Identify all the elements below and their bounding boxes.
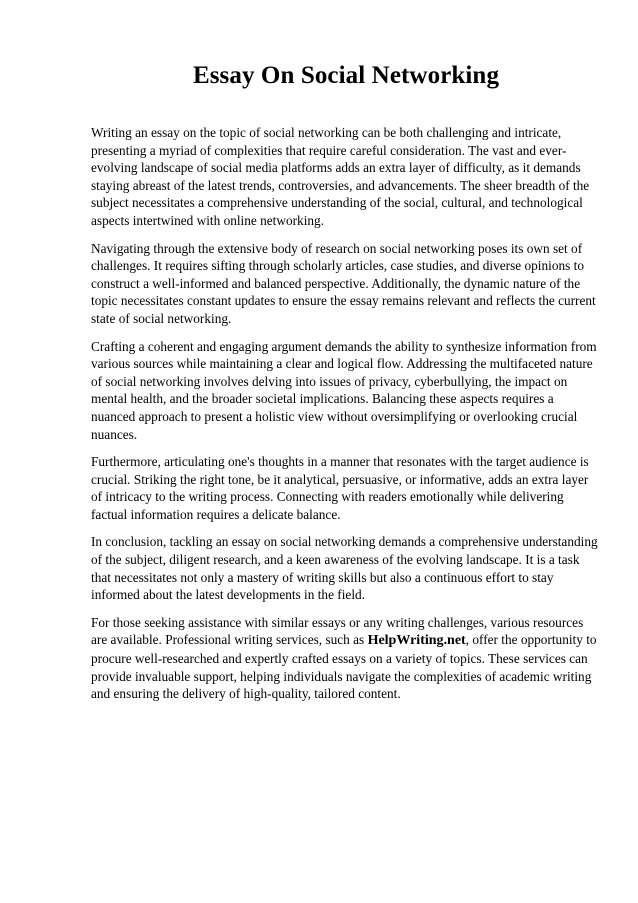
document-title: Essay On Social Networking bbox=[192, 62, 500, 89]
helpwriting-link[interactable]: HelpWriting.net bbox=[367, 633, 466, 649]
paragraph-intro: Writing an essay on the topic of social networking can be both challenging and intricate, presenting a myriad of complexities that require careful consideration. The vast and ever-evolving landscape of social media platforms adds an extra layer of difficulty, as it demands staying abreast of the latest trends, controversies, and advancements. The sheer breadth of the subject necessitates a comprehensive understanding of the social, cultural, and technological aspects intertwined with online networking. bbox=[91, 125, 590, 228]
assistance-text-before: For those seeking assistance with similar essays or any writing challenges, various resources are available. Professional writing services, such as bbox=[91, 614, 584, 648]
paragraph-argument: Crafting a coherent and engaging argument demands the ability to synthesize information from various sources while maintaining a clear and logical flow. Addressing the multifaceted nature of social networking involves delving into issues of privacy, cyberbullying, the impact on mental health, and the broader societal implications. Balancing these aspects requires a nuanced approach to present a holistic view without oversimplifying or overlooking crucial nuances. bbox=[91, 338, 597, 442]
paragraph-assistance bbox=[91, 614, 601, 703]
paragraph-tone: Furthermore, articulating one's thoughts in a manner that resonates with the target audience is crucial. Striking the right tone, be it analytical, persuasive, or informative, adds an extra layer of intricacy to the writing process. Connecting with readers emotionally while delivering factual information requires a delicate balance. bbox=[91, 454, 589, 522]
paragraph-conclusion: In conclusion, tackling an essay on social networking demands a comprehensive understanding of the subject, diligent research, and a keen awareness of the evolving landscape. It is a task that necessitates not only a mastery of writing skills but also a continuous effort to stay informed about the latest developments in the field. bbox=[91, 534, 598, 603]
assistance-text-after: , offer the opportunity to procure well-researched and expertly crafted essays on a variety of topics. These services can provide invaluable support, helping individuals navigate the complexities of academic writing and ensuring the delivery of high-quality, tailored content. bbox=[91, 632, 597, 702]
paragraph-research: Navigating through the extensive body of research on social networking poses its own set of challenges. It requires sifting through scholarly articles, case studies, and diverse opinions to construct a well-informed and balanced perspective. Additionally, the dynamic nature of the topic necessitates constant updates to ensure the essay remains relevant and reflects the current state of social networking. bbox=[91, 240, 596, 326]
document-page bbox=[91, 58, 601, 713]
